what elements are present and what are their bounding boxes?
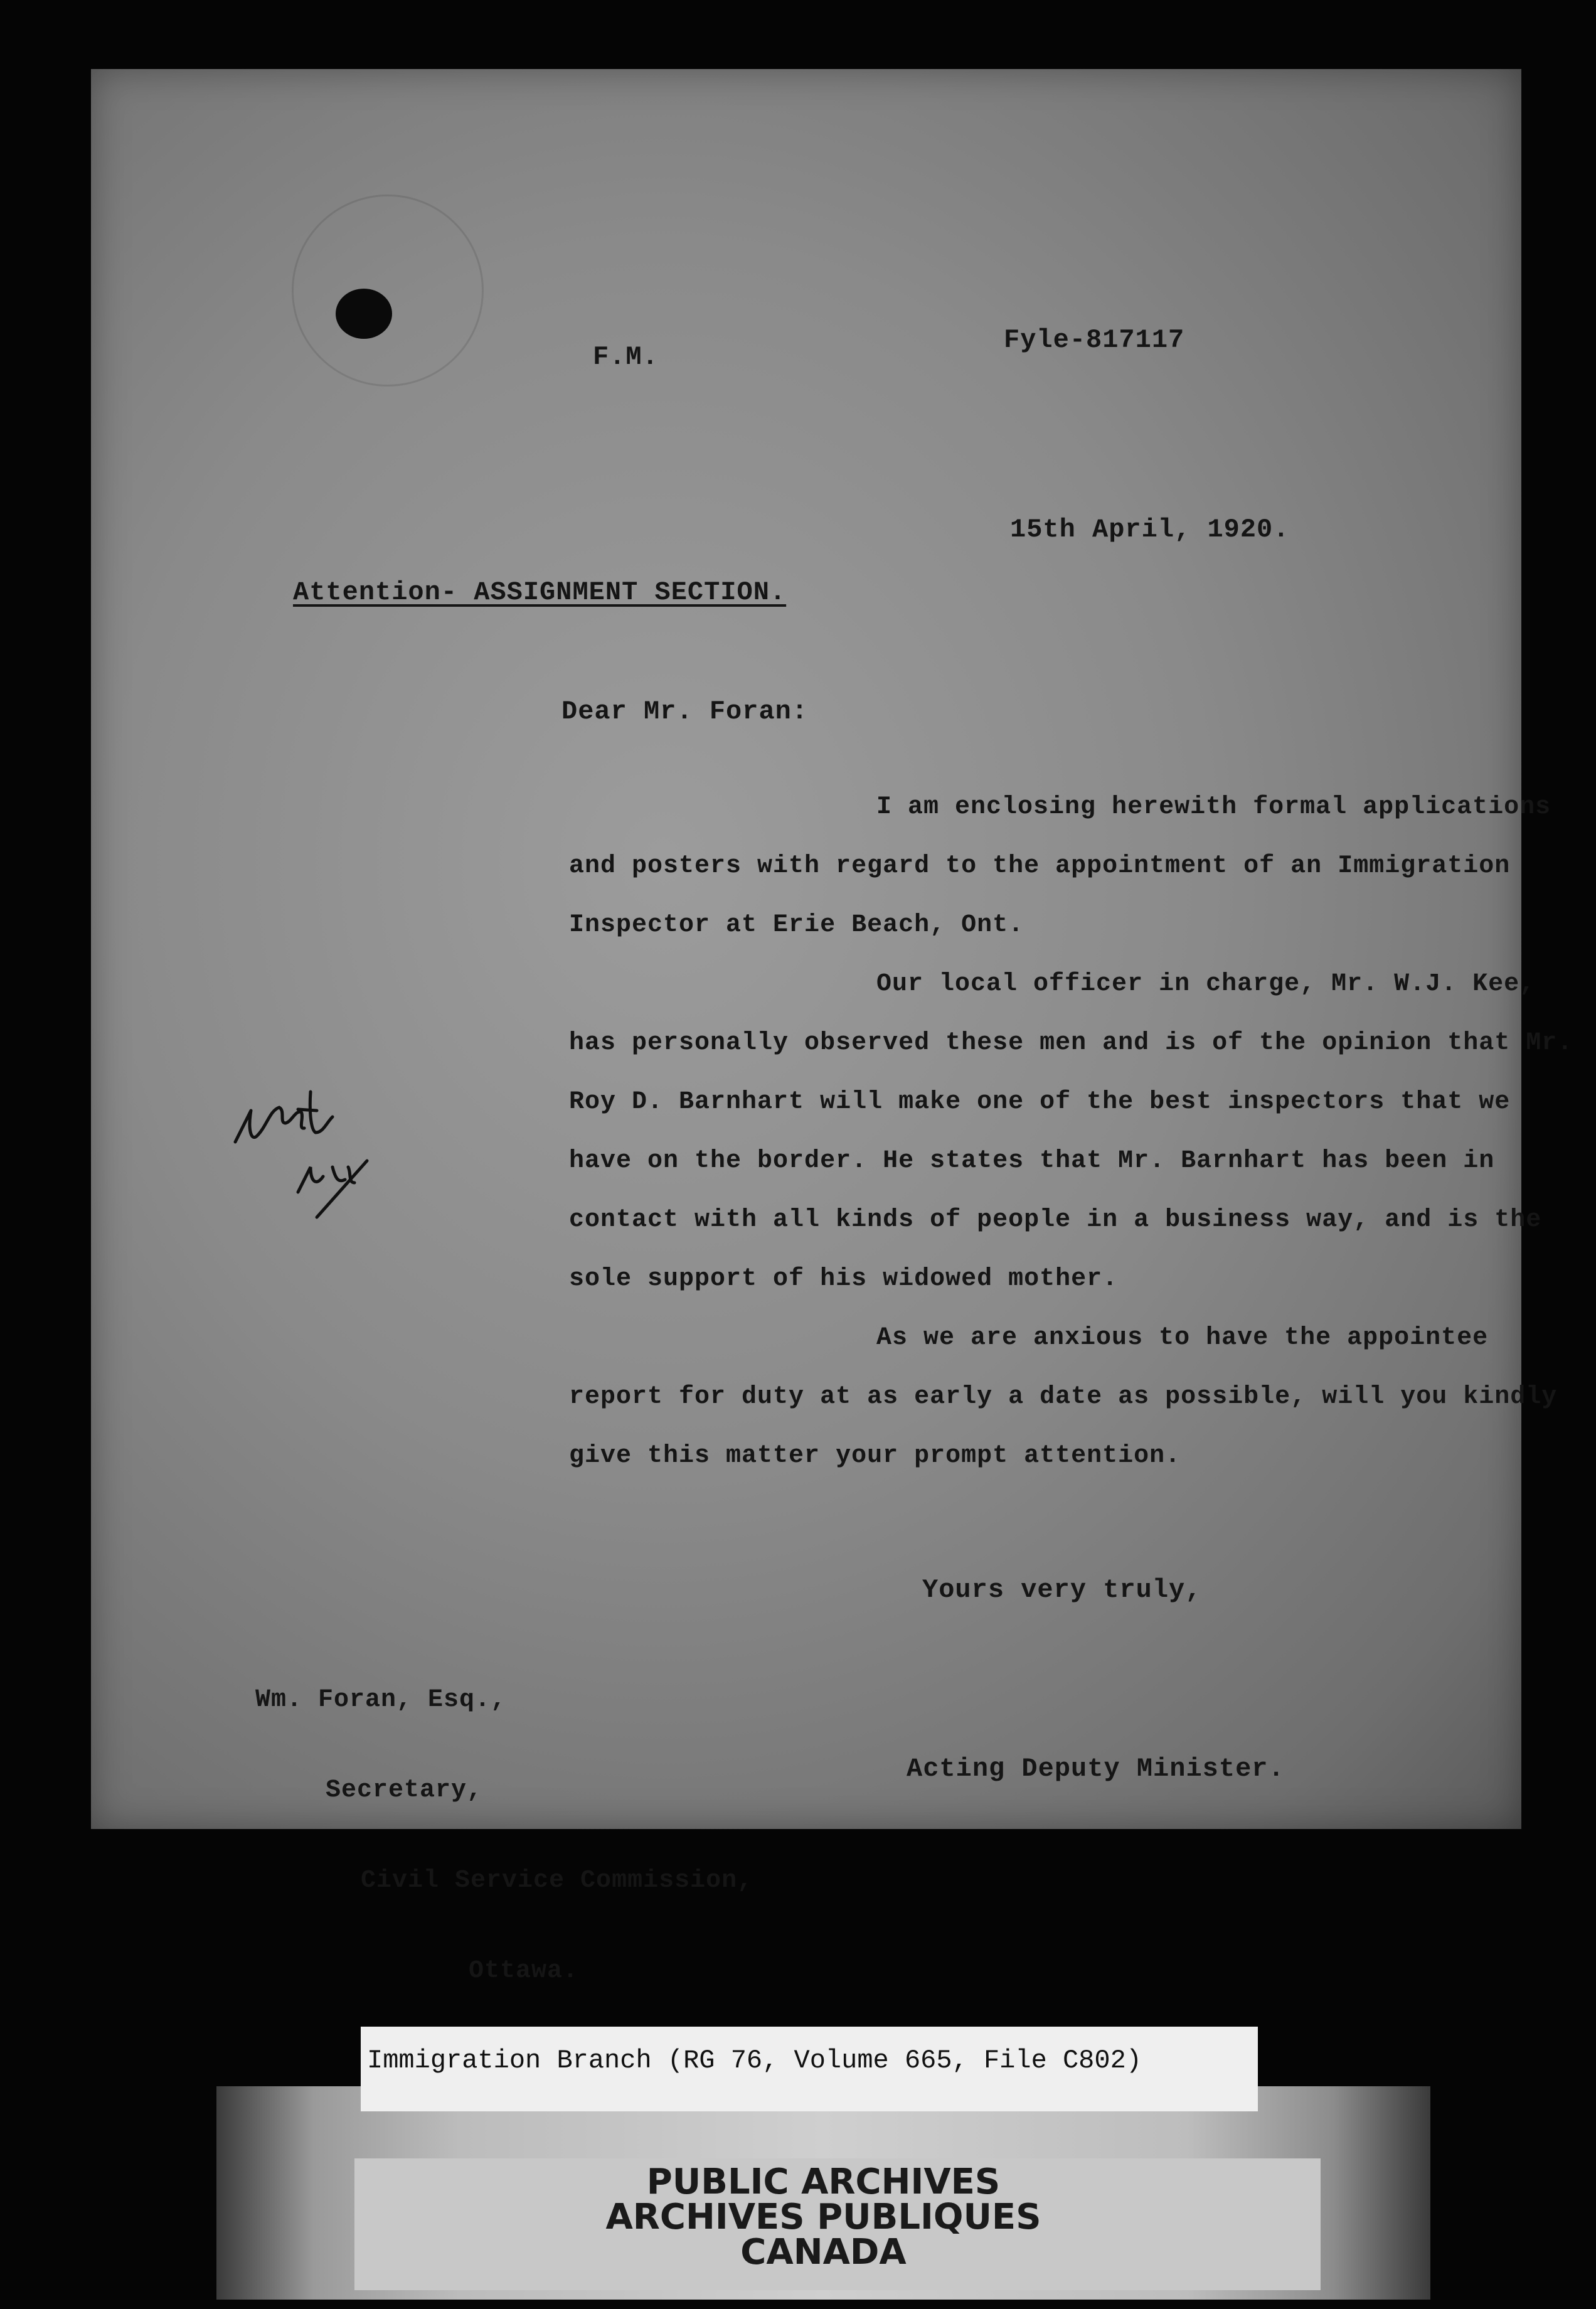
body-paragraph: As we are anxious to have the appointee report for duty at as early a date as possible, will you kindly give this matter your prompt attention. xyxy=(569,1324,1558,1470)
letter-page xyxy=(91,69,1573,1985)
addressee-line: Civil Service Commission, xyxy=(361,1867,753,1895)
body-paragraph: I am enclosing herewith formal applications and posters with regard to the appointment of an Immigration Inspector at Erie Beach, Ont. xyxy=(569,793,1551,939)
stamp-line: CANADA xyxy=(740,2232,907,2273)
attention-line: Attention- ASSIGNMENT SECTION. xyxy=(293,577,787,607)
header-initials: F.M. xyxy=(593,342,659,372)
file-reference: Fyle-817117 xyxy=(1004,325,1185,355)
signature-title: Acting Deputy Minister. xyxy=(907,1754,1285,1784)
handwritten-margin-note xyxy=(223,1073,411,1236)
salutation: Dear Mr. Foran: xyxy=(561,696,809,727)
archive-stamp-strip xyxy=(216,2086,1430,2300)
body-paragraph: Our local officer in charge, Mr. W.J. Kee, has personally observed these men and is of the opinion that Mr. Roy D. Barnhart will make one of the best inspectors that we have on the border. He states that Mr. Barnhart has been in contact with all kinds of people in a business way, and is the sole support of his widowed mother. xyxy=(569,970,1573,1293)
addressee-line: Ottawa. xyxy=(469,1957,579,1985)
letter-body xyxy=(569,778,1579,1486)
closing: Yours very truly, xyxy=(922,1575,1202,1605)
paper-stain xyxy=(292,195,484,387)
stamp-line: ARCHIVES PUBLIQUES xyxy=(605,2197,1041,2237)
archive-reference-label: Immigration Branch (RG 76, Volume 665, File C802) xyxy=(361,2027,1258,2111)
punch-hole xyxy=(336,289,392,339)
addressee-line: Secretary, xyxy=(326,1776,483,1805)
letter-date: 15th April, 1920. xyxy=(1010,515,1290,545)
archive-stamp xyxy=(216,2162,1430,2273)
addressee-line: Wm. Foran, Esq., xyxy=(255,1686,507,1714)
addressee-block xyxy=(255,1625,753,2047)
stamp-line: PUBLIC ARCHIVES xyxy=(646,2162,1001,2202)
